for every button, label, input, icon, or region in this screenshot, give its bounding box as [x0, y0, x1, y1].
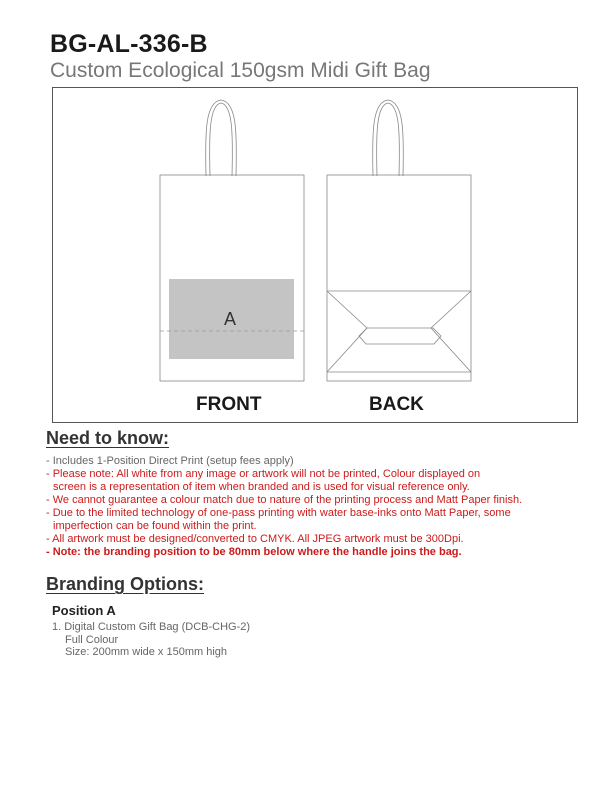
note-text: - All artwork must be designed/converted to CMYK. All JPEG artwork must be 300Dpi. [46, 533, 464, 545]
note-text: - Due to the limited technology of one-pass printing with water base-inks onto Matt Paper, some [46, 507, 511, 519]
back-handle-inner [377, 103, 400, 176]
branding-option [52, 621, 250, 659]
front-bag [160, 100, 304, 381]
note-continuation: screen is a representation of item when branded and is used for visual reference only. [53, 481, 470, 493]
option-colour: Full Colour [65, 633, 119, 646]
zone-a-label: A [224, 309, 237, 329]
note-text: - We cannot guarantee a colour match due to nature of the printing process and Matt Paper finish. [46, 494, 523, 506]
note-text: - Includes 1-Position Direct Print (setup fees apply) [46, 455, 294, 467]
note-item [46, 533, 586, 546]
position-title: Position A [52, 603, 116, 618]
option-size: Size: 200mm wide x 150mm high [65, 646, 228, 658]
note-item [46, 455, 586, 468]
note-continuation: imperfection can be found within the print. [53, 520, 257, 532]
note-text: - Please note: All white from any image or artwork will not be printed, Colour displayed on [46, 468, 481, 480]
front-label: FRONT [196, 394, 262, 415]
note-item [46, 468, 586, 494]
back-bag-body [327, 175, 471, 381]
back-bottom-panel [359, 328, 441, 344]
back-label: BACK [369, 394, 424, 415]
branding-options-heading: Branding Options: [46, 574, 204, 594]
note-item [46, 546, 586, 559]
bag-drawing [53, 88, 579, 424]
need-to-know-heading: Need to know: [46, 428, 170, 448]
note-item [46, 507, 586, 533]
note-text: - Note: the branding position to be 80mm below where the handle joins the bag. [46, 546, 462, 558]
back-left-flap [327, 291, 367, 372]
bag-illustration [52, 87, 578, 423]
product-title: Custom Ecological 150gsm Midi Gift Bag [50, 59, 431, 82]
back-bag [327, 100, 471, 381]
front-handle-inner [210, 103, 233, 176]
product-code: BG-AL-336-B [50, 30, 208, 58]
notes-list [46, 455, 586, 559]
note-item [46, 494, 586, 507]
option-name: 1. Digital Custom Gift Bag (DCB-CHG-2) [52, 621, 251, 633]
